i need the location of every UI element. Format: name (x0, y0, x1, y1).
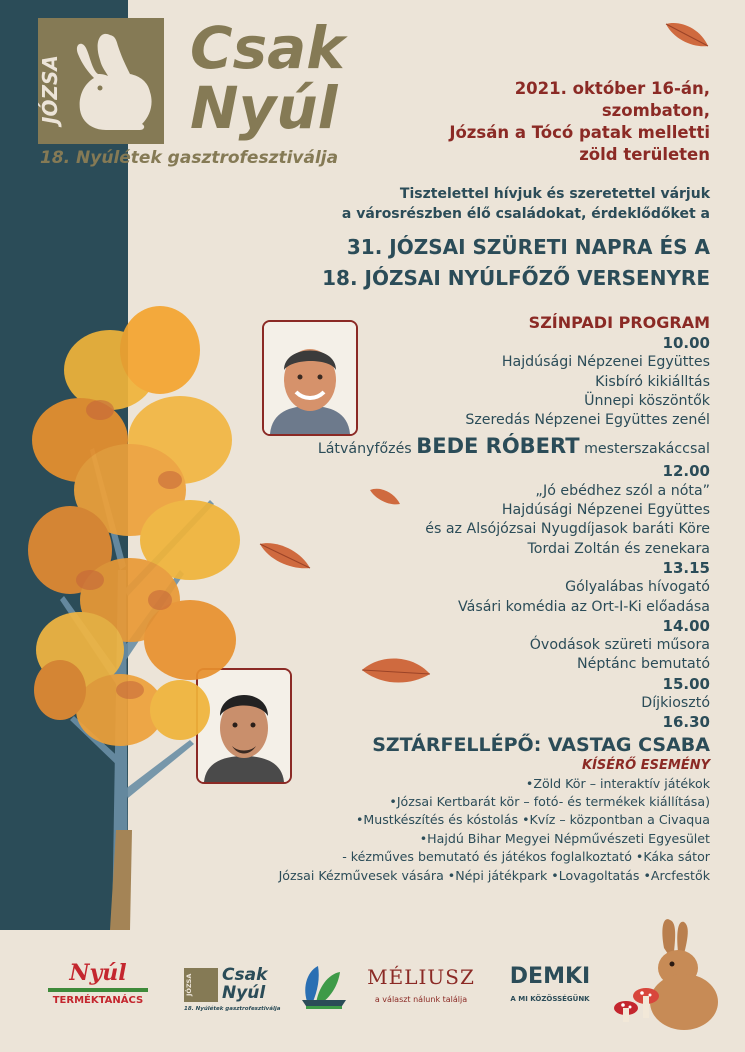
program-item: Tordai Zoltán és zenekara (527, 540, 710, 557)
csak-nyul-small-logo (184, 960, 281, 1020)
program-item: Szeredás Népzenei Együttes zenél (465, 412, 710, 429)
side-event-item: •Hajdú Bihar Megyei Népművészeti Egyesület (419, 830, 710, 846)
rabbit-logo-icon (70, 30, 158, 135)
program-item: Óvodások szüreti műsora (529, 637, 710, 654)
star-performer: SZTÁRFELLÉPŐ: VASTAG CSABA (372, 733, 710, 756)
program-item: Kisbíró kikiálltás (595, 373, 710, 390)
program-item: Néptánc bemutató (577, 656, 710, 673)
time-slot: 12.00 (662, 462, 710, 481)
demki-sub: A MI KÖZÖSSÉGÜNK (510, 995, 590, 1003)
headline-line: 31. JÓZSAI SZÜRETI NAPRA ÉS A (346, 235, 710, 259)
invitation-text (342, 184, 710, 224)
date-block (449, 78, 710, 166)
side-event-item: •Mustkészítés és kóstolás •Kvíz – központban a Civaqua (355, 812, 710, 828)
side-events-title: KÍSÉRŐ ESEMÉNY (582, 757, 710, 773)
time-slot: 13.15 (662, 558, 710, 577)
date-line: Józsán a Tócó patak melletti (449, 123, 710, 142)
kertbarat-logo-icon (296, 960, 350, 1020)
time-slot: 16.30 (662, 713, 710, 732)
date-line: 2021. október 16-án, (514, 79, 710, 98)
chef-pre: Látványfőzés (317, 441, 417, 458)
stage-program (279, 312, 710, 885)
leaf-icon (664, 20, 710, 50)
headline-line: 18. JÓZSAI NYÚLFŐZŐ VERSENYRE (322, 266, 710, 290)
demki-logo (502, 960, 598, 1020)
time-slot: 10.00 (662, 334, 710, 352)
side-event-item: •Zöld Kör – interaktív játékok (525, 775, 710, 791)
program-item: Vásári komédia az Ort-I-Ki előadása (458, 598, 710, 615)
meliusz-sub: a választ nálunk találja (374, 995, 468, 1004)
program-item: „Jó ebédhez szól a nóta” (535, 482, 710, 499)
small-logo-sub: 18. Nyúlétek gasztrofesztiválja (184, 1006, 281, 1012)
festival-subtitle: 18. Nyúlétek gasztrofesztiválja (40, 148, 339, 168)
time-slot: 15.00 (662, 674, 710, 693)
meliusz-word: MÉLIUSZ (367, 965, 475, 989)
event-headline (322, 232, 710, 294)
time-slot: 14.00 (662, 616, 710, 635)
title-nyul: Nyúl (190, 74, 338, 142)
chef-line (279, 434, 710, 462)
title-csak: Csak (190, 14, 345, 82)
nyul-logo-word: Nyúl (69, 960, 127, 986)
date-line: zöld területen (579, 145, 710, 164)
small-logo-line1: Csak (222, 965, 268, 985)
meliusz-logo (366, 960, 476, 1020)
program-item: Hajdúsági Népzenei Együttes (501, 502, 710, 519)
program-item: Hajdúsági Népzenei Együttes (501, 354, 710, 371)
program-item: és az Alsójózsai Nyugdíjasok baráti Köre (425, 521, 710, 538)
logo-underline (48, 988, 148, 992)
bunny-mushroom-illustration (612, 912, 722, 1032)
program-item: Díjkiosztó (641, 695, 710, 712)
program-title: SZÍNPADI PROGRAM (528, 313, 710, 332)
autumn-tree-illustration (20, 270, 260, 930)
side-event-item: - kézműves bemutató és játékos foglalkoztató •Káka sátor (342, 849, 710, 865)
invite-line: a városrészben élő családokat, érdeklődőket a (341, 206, 710, 222)
chef-name: BEDE RÓBERT (416, 434, 580, 459)
side-event-item: Józsai Kézművesek vására •Népi játékpark •Lovagoltatás •Arcfestők (278, 867, 710, 883)
date-line: szombaton, (601, 101, 710, 120)
invite-line: Tisztelettel hívjuk és szeretettel várjuk (399, 186, 710, 202)
program-item: Ünnepi köszöntők (584, 392, 710, 409)
chef-post: mesterszakáccsal (579, 441, 710, 458)
nyul-logo-sub: TERMÉKTANÁCS (52, 995, 144, 1006)
small-logo-vertical: JÓZSA (185, 973, 193, 997)
nyul-termektanacs-logo (38, 960, 158, 1020)
small-logo-line2: Nyúl (222, 983, 266, 1003)
demki-word: DEMKI (509, 964, 591, 989)
logo-vertical-text: JÓZSA (38, 55, 62, 125)
program-item: Gólyalábas hívogató (565, 579, 710, 596)
side-event-item: •Józsai Kertbarát kör – fotó- és termékek kiállítása) (389, 794, 710, 810)
